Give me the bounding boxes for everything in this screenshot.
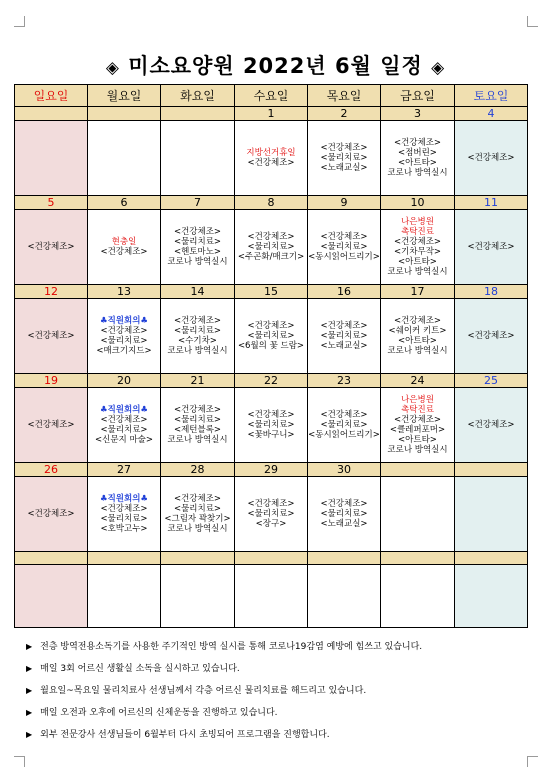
schedule-item: <건강체조> (27, 420, 75, 430)
page-corner-mark (527, 16, 538, 27)
date-number-thu: 23 (308, 374, 381, 388)
triangle-bullet-icon: ▶ (26, 664, 33, 673)
date-number-row (15, 107, 528, 121)
schedule-item: <물리치료> (247, 242, 295, 252)
note-text: 외부 전문강사 선생님들이 6월부터 다시 초빙되어 프로그램을 진행합니다. (40, 730, 330, 740)
date-number-sat: 18 (455, 285, 528, 299)
weekday-sun: 일요일 (15, 85, 88, 107)
note-text: 매일 3회 어르신 생활실 소독을 실시하고 있습니다. (40, 664, 240, 674)
date-number-thu: 16 (308, 285, 381, 299)
schedule-item: <물리치료> (173, 326, 222, 336)
schedule-item: <건강체조> (100, 247, 148, 257)
day-cell-mon (88, 477, 161, 552)
triangle-bullet-icon: ▶ (26, 642, 33, 651)
schedule-item: <헨토마노> (173, 247, 222, 257)
day-cell-fri (381, 477, 455, 552)
schedule-item: <물리치료> (320, 242, 368, 252)
diamond-icon: ◈ (105, 58, 120, 78)
page-title (0, 50, 551, 80)
activity-row (15, 477, 528, 552)
day-cell-sun (15, 388, 88, 463)
date-number-row (15, 196, 528, 210)
note-item (26, 724, 536, 746)
day-cell-mon (88, 299, 161, 374)
date-number-sat: 4 (455, 107, 528, 121)
calendar-table (14, 84, 528, 628)
day-cell-sat (455, 210, 528, 285)
date-number-mon: 6 (88, 196, 161, 210)
day-cell-fri (381, 210, 455, 285)
page-corner-mark (14, 756, 25, 767)
weekday-sat: 토요일 (455, 85, 528, 107)
day-cell-tue (161, 477, 235, 552)
activity-row (15, 388, 528, 463)
schedule-item: <건강체조> (173, 227, 222, 237)
empty-day-cell-sun (15, 565, 88, 628)
schedule-item: <그림자 꽉찾기> (164, 514, 231, 524)
schedule-item: <건강체조> (100, 504, 148, 514)
spacer-cell (15, 552, 88, 565)
date-number-wed: 1 (235, 107, 308, 121)
date-number-fri: 10 (381, 196, 455, 210)
schedule-item: <호박고누> (100, 524, 148, 534)
activity-row (15, 299, 528, 374)
schedule-item: <건강체조> (173, 316, 222, 326)
date-number-sat: 25 (455, 374, 528, 388)
schedule-item: <건강체조> (27, 242, 75, 252)
empty-day-cell-wed (235, 565, 308, 628)
schedule-item: <물리치료> (320, 331, 368, 341)
date-number-sun: 19 (15, 374, 88, 388)
schedule-item: 나은병원 (401, 395, 434, 405)
schedule-item: <노래교실> (320, 519, 368, 529)
schedule-item: 코로나 방역실시 (387, 168, 448, 178)
date-number-tue: 28 (161, 463, 235, 477)
date-number-sun (15, 107, 88, 121)
day-cell-thu (308, 121, 381, 196)
day-cell-sun (15, 121, 88, 196)
day-cell-wed (235, 388, 308, 463)
note-item (26, 636, 536, 658)
day-cell-wed (235, 210, 308, 285)
schedule-item: <제턴블록> (173, 425, 222, 435)
day-cell-sat (455, 477, 528, 552)
date-number-sat (455, 463, 528, 477)
schedule-item: <건강체조> (320, 321, 368, 331)
schedule-item: <물리치료> (247, 420, 295, 430)
date-number-wed: 29 (235, 463, 308, 477)
note-text: 월요일~목요일 물리치료사 선생님께서 각층 어르신 물리치료를 해드리고 있습니다. (40, 686, 367, 696)
day-cell-fri (381, 388, 455, 463)
triangle-bullet-icon: ▶ (26, 686, 33, 695)
title-text: 미소요양원 2022년 6월 일정 (128, 54, 423, 78)
spacer-cell (308, 552, 381, 565)
day-cell-sat (455, 388, 528, 463)
date-number-tue (161, 107, 235, 121)
day-cell-thu (308, 210, 381, 285)
date-number-row (15, 463, 528, 477)
schedule-item: <건강체조> (247, 410, 295, 420)
schedule-item: <건강체조> (467, 331, 515, 341)
day-cell-wed (235, 477, 308, 552)
schedule-item: <물리치료> (320, 509, 368, 519)
spacer-cell (88, 552, 161, 565)
schedule-item: <건강체조> (27, 331, 75, 341)
spacer-cell (381, 552, 455, 565)
note-item (26, 702, 536, 724)
schedule-item: 코로나 방역실시 (387, 267, 448, 277)
date-number-thu: 2 (308, 107, 381, 121)
schedule-item: <물리치료> (100, 425, 148, 435)
date-number-wed: 22 (235, 374, 308, 388)
date-number-mon (88, 107, 161, 121)
day-cell-tue (161, 210, 235, 285)
day-cell-thu (308, 299, 381, 374)
day-cell-thu (308, 477, 381, 552)
schedule-item: <아트타> (398, 336, 437, 346)
schedule-item: <쉐이커 키트> (388, 326, 447, 336)
schedule-item: <점버린> (398, 148, 437, 158)
date-number-tue: 7 (161, 196, 235, 210)
date-number-fri: 24 (381, 374, 455, 388)
schedule-item: <수기차> (178, 336, 217, 346)
note-text: 전층 방역전용소독기를 사용한 주기적인 방역 실시를 통해 코로나19감염 예방에 힘쓰고 있습니다. (40, 642, 423, 652)
day-cell-sun (15, 477, 88, 552)
schedule-item: <건강체조> (320, 410, 368, 420)
day-cell-fri (381, 121, 455, 196)
day-cell-sun (15, 210, 88, 285)
date-number-row (15, 374, 528, 388)
schedule-item: 현충일 (111, 237, 137, 247)
empty-day-cell-thu (308, 565, 381, 628)
triangle-bullet-icon: ▶ (26, 708, 33, 717)
schedule-item: ♣직원회의♣ (99, 316, 149, 326)
schedule-item: <물리치료> (173, 237, 222, 247)
day-cell-fri (381, 299, 455, 374)
schedule-item: <아트타> (398, 158, 437, 168)
schedule-item: <건강체조> (27, 509, 75, 519)
date-number-sun: 26 (15, 463, 88, 477)
schedule-item: <신문지 마술> (94, 435, 153, 445)
spacer-cell (455, 552, 528, 565)
date-number-fri: 17 (381, 285, 455, 299)
schedule-item: <건강체조> (173, 494, 222, 504)
schedule-item: 코로나 방역실시 (387, 445, 448, 455)
empty-activity-row (15, 565, 528, 628)
weekday-wed: 수요일 (235, 85, 308, 107)
schedule-item: 나은병원 (401, 217, 434, 227)
weekday-tue: 화요일 (161, 85, 235, 107)
schedule-item: <건강체조> (247, 232, 295, 242)
schedule-item: <물리치료> (247, 509, 295, 519)
schedule-item: ♣직원회의♣ (99, 405, 149, 415)
schedule-item: 코로나 방역실시 (167, 524, 228, 534)
diamond-icon: ◈ (431, 58, 446, 78)
schedule-item: <건강체조> (247, 158, 295, 168)
schedule-item: <건강체조> (100, 415, 148, 425)
date-number-fri (381, 463, 455, 477)
schedule-item: <물리치료> (100, 514, 148, 524)
schedule-item: <클레퍼포머> (389, 425, 446, 435)
date-number-wed: 15 (235, 285, 308, 299)
date-number-mon: 27 (88, 463, 161, 477)
day-cell-sun (15, 299, 88, 374)
schedule-item: 지방선거휴일 (246, 148, 296, 158)
schedule-item: ♣직원회의♣ (99, 494, 149, 504)
schedule-item: <건강체조> (467, 153, 515, 163)
day-cell-tue (161, 121, 235, 196)
schedule-item: <기차무작> (393, 247, 442, 257)
schedule-item: <아트타> (398, 435, 437, 445)
schedule-item: <건강체조> (320, 499, 368, 509)
weekday-header-row (15, 85, 528, 107)
weekday-mon: 월요일 (88, 85, 161, 107)
empty-day-cell-tue (161, 565, 235, 628)
weekday-thu: 목요일 (308, 85, 381, 107)
page-corner-mark (527, 756, 538, 767)
schedule-item: 코로나 방역실시 (167, 435, 228, 445)
schedule-item: <물리치료> (320, 420, 368, 430)
day-cell-mon (88, 388, 161, 463)
weekday-fri: 금요일 (381, 85, 455, 107)
schedule-item: 코로나 방역실시 (167, 257, 228, 267)
day-cell-wed (235, 299, 308, 374)
date-number-wed: 8 (235, 196, 308, 210)
spacer-row (15, 552, 528, 565)
empty-day-cell-mon (88, 565, 161, 628)
note-text: 매일 오전과 오후에 어르신의 신체운동을 진행하고 있습니다. (40, 708, 278, 718)
day-cell-tue (161, 388, 235, 463)
date-number-thu: 30 (308, 463, 381, 477)
schedule-item: <동시읽어드리기> (308, 430, 380, 440)
schedule-item: <건강체조> (320, 143, 368, 153)
spacer-cell (235, 552, 308, 565)
schedule-item: 촉탁진료 (401, 227, 434, 237)
note-item (26, 680, 536, 702)
date-number-thu: 9 (308, 196, 381, 210)
empty-day-cell-sat (455, 565, 528, 628)
date-number-sun: 12 (15, 285, 88, 299)
notes-list (26, 636, 536, 746)
page-corner-mark (14, 16, 25, 27)
date-number-row (15, 285, 528, 299)
day-cell-mon (88, 121, 161, 196)
schedule-item: <건강체조> (393, 316, 442, 326)
day-cell-thu (308, 388, 381, 463)
schedule-item: <동시읽어드리기> (308, 252, 380, 262)
schedule-item: <꽃바구니> (247, 430, 295, 440)
schedule-item: <건강체조> (247, 499, 295, 509)
date-number-fri: 3 (381, 107, 455, 121)
schedule-item: <건강체조> (320, 232, 368, 242)
date-number-tue: 14 (161, 285, 235, 299)
date-number-mon: 13 (88, 285, 161, 299)
day-cell-sat (455, 121, 528, 196)
schedule-item: 촉탁진료 (401, 405, 434, 415)
day-cell-sat (455, 299, 528, 374)
spacer-cell (161, 552, 235, 565)
note-item (26, 658, 536, 680)
schedule-item: <노래교실> (320, 341, 368, 351)
schedule-item: <노래교실> (320, 163, 368, 173)
schedule-item: <장구> (255, 519, 287, 529)
schedule-item: <매크기지드> (96, 346, 152, 356)
schedule-item: <건강체조> (393, 415, 442, 425)
date-number-sat: 11 (455, 196, 528, 210)
schedule-item: <6월의 꽃 드람> (237, 341, 305, 351)
schedule-item: <물리치료> (100, 336, 148, 346)
schedule-item: <물리치료> (320, 153, 368, 163)
schedule-item: <물리치료> (247, 331, 295, 341)
date-number-mon: 20 (88, 374, 161, 388)
activity-row (15, 210, 528, 285)
date-number-sun: 5 (15, 196, 88, 210)
schedule-item: 코로나 방역실시 (167, 346, 228, 356)
schedule-item: <물리치료> (173, 504, 222, 514)
schedule-item: <건강체조> (173, 405, 222, 415)
schedule-item: <건강체조> (393, 237, 442, 247)
schedule-item: <아트타> (398, 257, 437, 267)
triangle-bullet-icon: ▶ (26, 730, 33, 739)
schedule-item: <건강체조> (393, 138, 442, 148)
schedule-item: <주곤화/매크기> (237, 252, 305, 262)
date-number-tue: 21 (161, 374, 235, 388)
schedule-item: <건강체조> (467, 242, 515, 252)
schedule-item: <물리치료> (173, 415, 222, 425)
schedule-item: <건강체조> (100, 326, 148, 336)
activity-row (15, 121, 528, 196)
schedule-item: <건강체조> (467, 420, 515, 430)
day-cell-tue (161, 299, 235, 374)
day-cell-mon (88, 210, 161, 285)
empty-day-cell-fri (381, 565, 455, 628)
schedule-item: 코로나 방역실시 (387, 346, 448, 356)
schedule-item: <건강체조> (247, 321, 295, 331)
day-cell-wed (235, 121, 308, 196)
